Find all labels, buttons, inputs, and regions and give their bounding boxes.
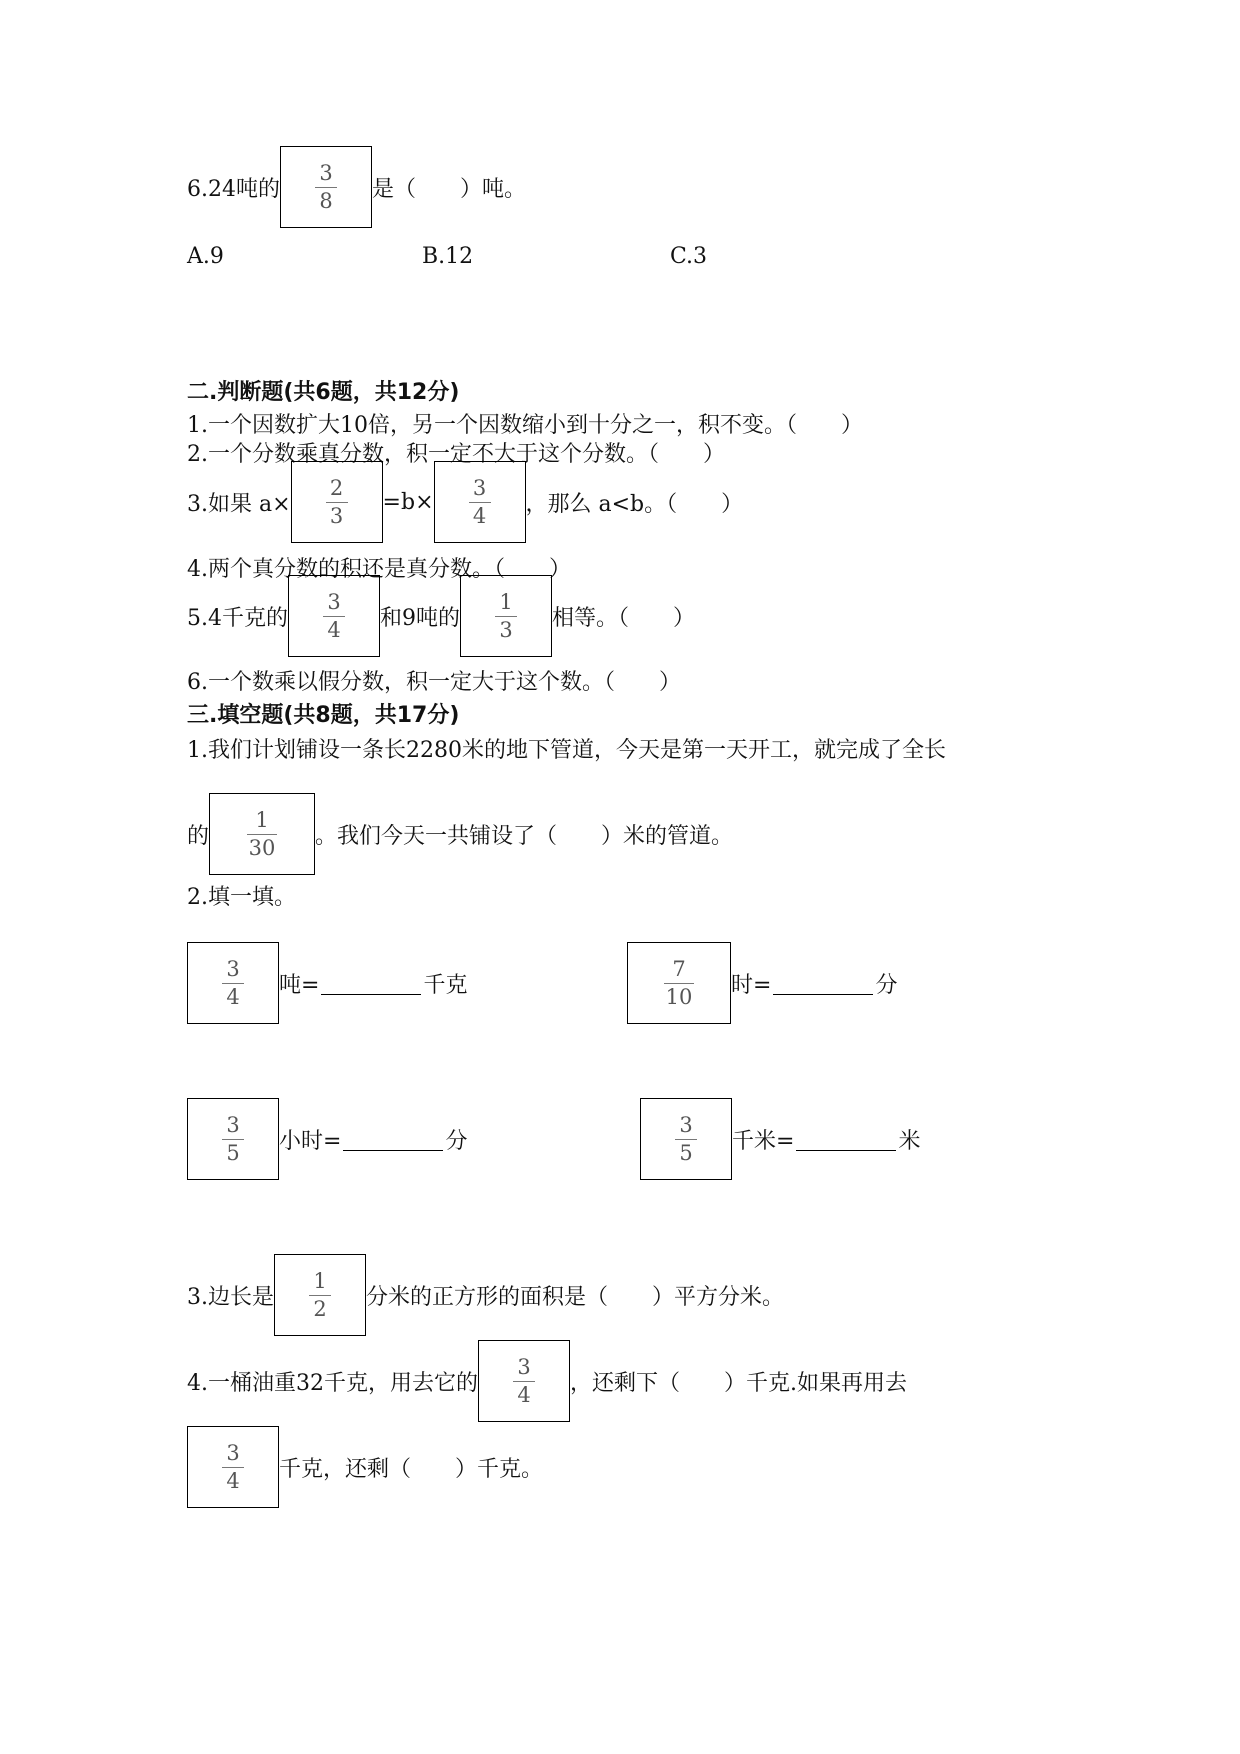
fraction-3-4 [513,1356,535,1405]
fraction-box [640,1098,732,1180]
denominator: 4 [327,617,341,642]
numerator: 3 [319,161,333,186]
denominator: 4 [472,503,487,528]
judge-question-4: 4.两个真分数的积还是真分数。（ ） [187,557,571,582]
fill-question-4-part-a: 4.一桶油重32千克，用去它的 [187,1370,478,1396]
answer-blank[interactable] [773,972,873,995]
numerator: 1 [499,590,513,615]
fraction-box [460,575,552,657]
fill-question-3 [187,1252,784,1338]
unit-from: 千米= [732,1128,795,1154]
judge-question-3-part-b: =b× [382,489,434,515]
fill-question-4-line2 [187,1424,543,1510]
fraction-3-5 [675,1114,697,1163]
numerator: 2 [329,476,344,501]
judge-question-5-part-b: 和9吨的 [380,605,460,631]
fraction-3-4 [469,477,491,526]
denominator: 8 [319,188,333,213]
fill-question-1-part-b: 。我们今天一共铺设了（ ）米的管道。 [315,823,734,849]
question-6 [187,144,526,230]
numerator: 3 [679,1113,693,1138]
unit-from: 吨= [279,972,320,998]
conversion-item-3 [187,1096,467,1182]
fill-question-4-line1 [187,1338,907,1424]
fill-question-4-part-b: ，还剩下（ ）千克.如果再用去 [570,1370,907,1396]
judge-question-6: 6.一个数乘以假分数，积一定大于这个数。（ ） [187,670,681,695]
unit-to: 分 [445,1128,468,1154]
fill-question-2-title: 2.填一填。 [187,885,296,910]
fraction-7-10 [664,958,694,1007]
denominator: 30 [248,835,276,860]
numerator: 1 [255,808,269,833]
option-a: A.9 [187,244,224,269]
fill-question-1-part-a: 的 [187,823,210,849]
numerator: 7 [672,957,686,982]
question-6-prefix: 6.24吨的 [187,176,280,202]
fraction-box [209,793,315,875]
fraction-box [187,1098,279,1180]
numerator: 3 [226,1113,240,1138]
fill-question-1-line1: 1.我们计划铺设一条长2280米的地下管道，今天是第一天开工，就完成了全长 [187,738,946,763]
denominator: 10 [665,984,693,1009]
fraction-3-4 [222,958,244,1007]
fraction-box [274,1254,366,1336]
denominator: 2 [313,1296,327,1321]
fill-question-3-part-b: 分米的正方形的面积是（ ）平方分米。 [366,1284,785,1310]
fraction-box [187,942,279,1024]
fraction-box [280,146,372,228]
judge-question-5 [187,573,695,659]
judge-question-3-part-c: ，那么 a<b。（ ） [525,491,744,517]
fraction-box [291,461,383,543]
fraction-1-3 [495,591,517,640]
denominator: 5 [226,1140,240,1165]
judge-question-1: 1.一个因数扩大10倍，另一个因数缩小到十分之一，积不变。（ ） [187,413,863,438]
fraction-3-5 [222,1114,244,1163]
fraction-box [434,461,526,543]
numerator: 3 [226,1441,240,1466]
fraction-box [627,942,731,1024]
numerator: 3 [327,590,341,615]
denominator: 4 [226,1468,240,1493]
unit-to: 千克 [423,972,468,998]
judge-question-5-part-a: 5.4千克的 [187,605,288,631]
numerator: 3 [472,476,487,501]
fraction-2-3 [326,477,348,526]
judge-question-3 [187,459,743,545]
section-3-title: 三.填空题(共8题，共17分) [187,703,460,728]
judge-question-5-part-c: 相等。（ ） [552,605,696,631]
unit-from: 时= [731,972,772,998]
fraction-3-4 [323,591,345,640]
numerator: 3 [226,957,240,982]
fill-question-4-part-c: 千克，还剩（ ）千克。 [279,1456,544,1482]
denominator: 3 [499,617,513,642]
fraction-1-30 [247,809,277,858]
conversion-item-1 [187,940,467,1026]
answer-blank[interactable] [321,972,421,995]
option-c: C.3 [670,244,708,269]
fraction-3-8 [315,162,337,211]
numerator: 3 [517,1355,531,1380]
question-6-suffix: 是（ ）吨。 [372,176,527,202]
judge-question-3-part-a: 3.如果 a× [187,491,291,517]
fraction-box [288,575,380,657]
fraction-box [187,1426,279,1508]
unit-to: 分 [875,972,898,998]
unit-to: 米 [898,1128,921,1154]
unit-from: 小时= [279,1128,342,1154]
fraction-box [478,1340,570,1422]
denominator: 4 [226,984,240,1009]
denominator: 5 [679,1140,693,1165]
fill-question-3-part-a: 3.边长是 [187,1284,274,1310]
judge-question-2: 2.一个分数乘真分数，积一定不大于这个分数。（ ） [187,442,725,467]
conversion-item-2 [627,940,897,1026]
conversion-item-4 [640,1096,920,1182]
section-2-title: 二.判断题(共6题，共12分) [187,380,460,405]
answer-blank[interactable] [796,1128,896,1151]
fraction-1-2 [309,1270,331,1319]
fill-question-1-line2 [187,791,733,877]
numerator: 1 [313,1269,327,1294]
denominator: 3 [329,503,344,528]
option-b: B.12 [422,244,474,269]
answer-blank[interactable] [343,1128,443,1151]
fraction-3-4 [222,1442,244,1491]
denominator: 4 [517,1382,531,1407]
